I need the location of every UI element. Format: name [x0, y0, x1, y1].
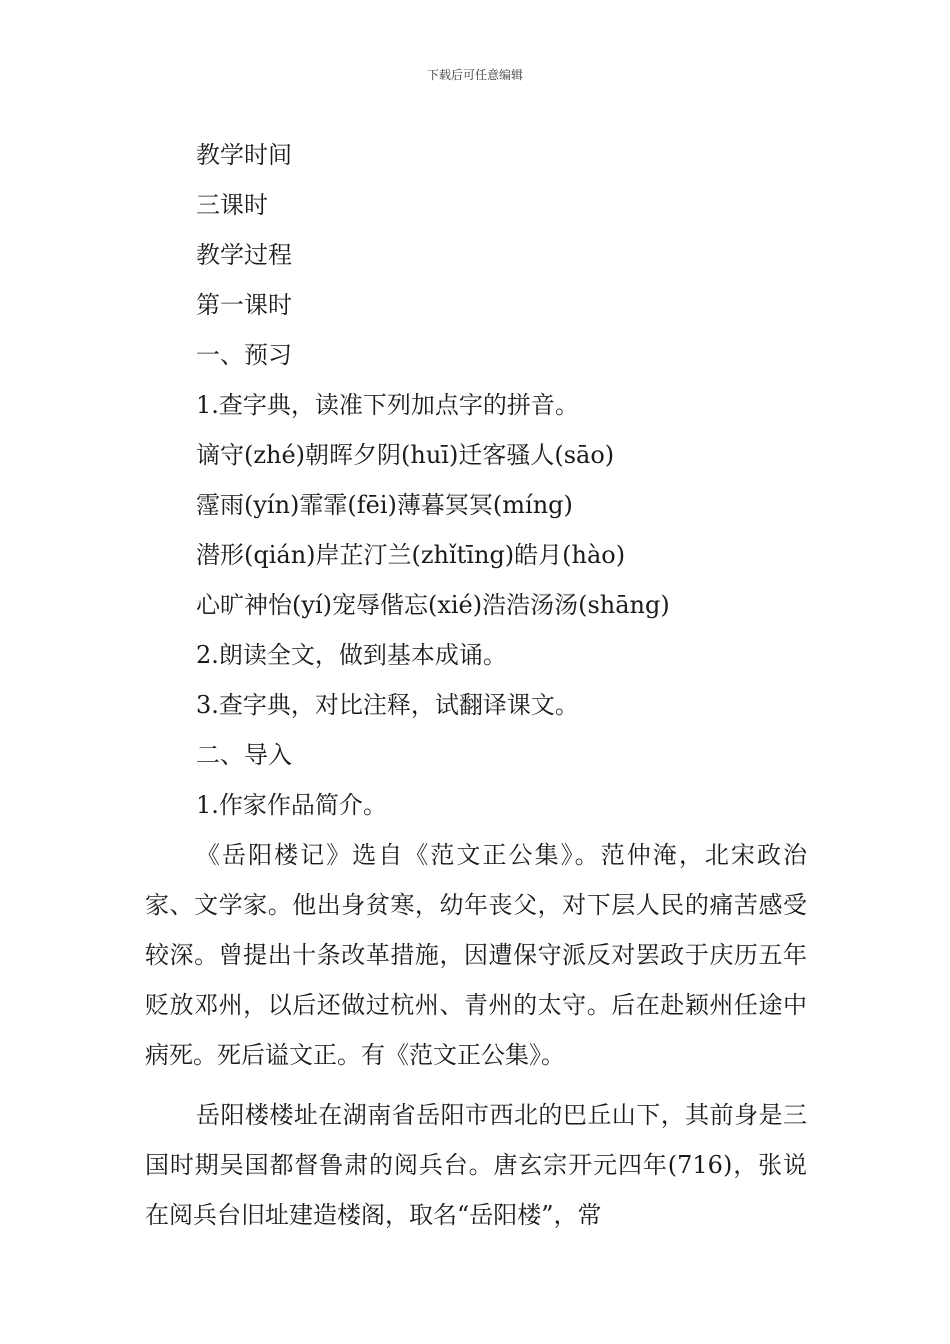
pinyin-line-2: 霪雨(yín)霏霏(fēi)薄暮冥冥(míng)	[196, 491, 573, 519]
page-header-note: 下载后可任意编辑	[426, 68, 523, 82]
heading-first-lesson: 第一课时	[196, 291, 292, 319]
heading-teaching-time: 教学时间	[196, 141, 292, 169]
pinyin-line-1: 谪守(zhé)朝晖夕阴(huī)迁客骚人(sāo)	[196, 441, 615, 469]
list-item-author-intro: 1.作家作品简介。	[196, 791, 387, 819]
heading-preview: 一、预习	[196, 341, 292, 369]
list-item-dictionary: 1.查字典，读准下列加点字的拼音。	[196, 391, 579, 419]
list-item-read-aloud: 2.朗读全文，做到基本成诵。	[196, 641, 507, 669]
document-body	[145, 130, 807, 1240]
paragraph-tower-history: 岳阳楼楼址在湖南省岳阳市西北的巴丘山下，其前身是三国时期吴国都督鲁肃的阅兵台。唐玄宗开元四年(716)，张说在阅兵台旧址建造楼阁，取名“岳阳楼”，常	[145, 1101, 807, 1229]
paragraph-author: 《岳阳楼记》选自《范文正公集》。范仲淹，北宋政治家、文学家。他出身贫寒，幼年丧父，对下层人民的痛苦感受较深。曾提出十条改革措施，因遭保守派反对罢政于庆历五年贬放邓州，以后还做过杭州、青州的太守。后在赴颖州任途中病死。死后谥文正。有《范文正公集》。	[145, 841, 807, 1069]
heading-teaching-process: 教学过程	[196, 241, 292, 269]
text-class-hours: 三课时	[196, 191, 268, 219]
pinyin-line-4: 心旷神怡(yí)宠辱偕忘(xié)浩浩汤汤(shāng)	[196, 591, 670, 619]
heading-introduction: 二、导入	[196, 741, 292, 769]
pinyin-line-3: 潜形(qián)岸芷汀兰(zhǐtīng)皓月(hào)	[196, 541, 626, 569]
list-item-translate: 3.查字典，对比注释，试翻译课文。	[196, 691, 579, 719]
